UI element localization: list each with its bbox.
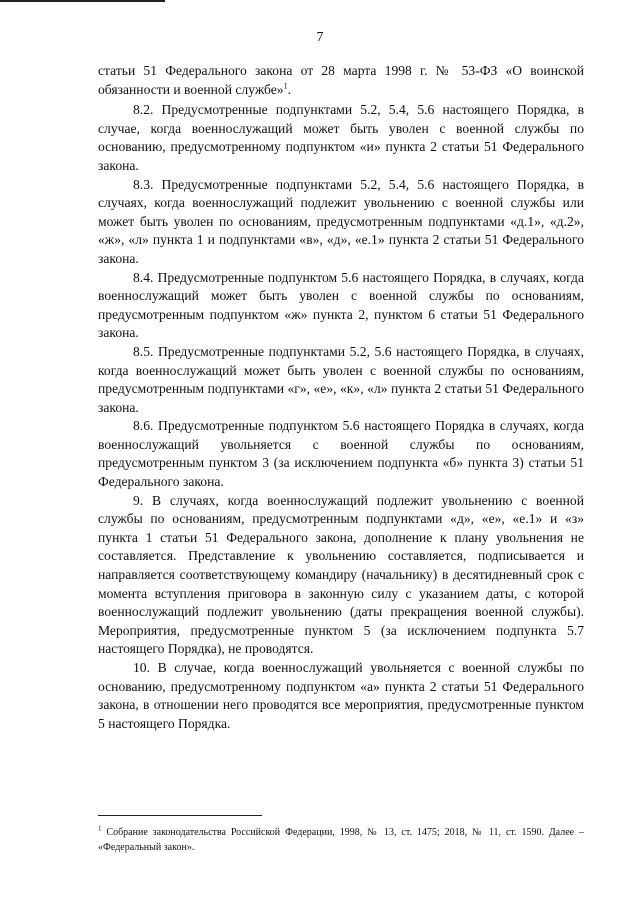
paragraph-8-3: 8.3. Предусмотренные подпунктами 5.2, 5.4, 5.6 настоящего Порядка, в случаях, когда военнослужащий подлежит увольнению с военной службы или может быть уволен по основаниям, предусмотренным подпунктами «д.1», «д.2», «ж», «л» пункта 1 и подпунктами «в», «д», «е.1» пункта 2 статьи 51 Федерального закона. bbox=[98, 176, 584, 266]
document-body bbox=[98, 62, 584, 733]
page-number: 7 bbox=[316, 30, 324, 45]
paragraph-text: статьи 51 Федерального закона от 28 марта 1998 г. № 53-ФЗ «О воинской обязанности и военной службе» bbox=[98, 63, 584, 97]
paragraph-10: 10. В случае, когда военнослужащий увольняется с военной службы по основанию, предусмотренному подпунктом «а» пункта 2 статьи 51 Федерального закона, в отношении него проводятся все мероприятия, предусмотренные пунктом 5 настоящего Порядка. bbox=[98, 660, 584, 731]
footnote-marker: 1 bbox=[98, 824, 102, 833]
footnote bbox=[98, 825, 584, 855]
top-edge-line bbox=[0, 0, 165, 2]
footnote-text: Собрание законодательства Российской Федерации, 1998, № 13, ст. 1475; 2018, № 11, ст. 1590. Далее – «Федеральный закон». bbox=[98, 827, 584, 853]
paragraph-8-6: 8.6. Предусмотренные подпунктом 5.6 настоящего Порядка в случаях, когда военнослужащий увольняется с военной службы по основаниям, предусмотренным пунктом 3 (за исключением подпункта «б» пункта 3) статьи 51 Федерального закона. bbox=[98, 418, 584, 490]
paragraph-continuation: статьи 51 Федерального закона от 28 марта 1998 г. № 53-ФЗ «О воинской обязанности и военной службе»$^1$. bbox=[98, 63, 584, 97]
paragraph-8-4: 8.4. Предусмотренные подпунктом 5.6 настоящего Порядка, в случаях, когда военнослужащий может быть уволен с военной службы по основаниям, предусмотренным подпунктом «ж» пункта 2, пунктом 6 статьи 51 Федерального закона. bbox=[98, 269, 584, 341]
paragraph-8-5: 8.5. Предусмотренные подпунктами 5.2, 5.6 настоящего Порядка, в случаях, когда военнослужащий может быть уволен с военной службы по основаниям, предусмотренным подпунктами «г», «е», «к», «л» пункта 2 статьи 51 Федерального закона. bbox=[98, 343, 584, 415]
paragraph-8-2: 8.2. Предусмотренные подпунктами 5.2, 5.4, 5.6 настоящего Порядка, в случае, когда военнослужащий может быть уволен с военной службы по основанию, предусмотренному подпунктом «и» пункта 2 статьи 51 Федерального закона. bbox=[98, 102, 584, 173]
paragraph-9: 9. В случаях, когда военнослужащий подлежит увольнению с военной службы по основаниям, предусмотренным подпунктами «д», «е», «е.1» и «з» пункта 1 статьи 51 Федерального закона, дополнение к плану увольнения не составляется. Представление к увольнению составляется, подписывается и направляется соответствующему командиру (начальнику) в десятидневный срок с момента вступления приговора в законную силу с указанием даты, с которой военнослужащий подлежит увольнению (даты прекращения военной службы). Мероприятия, предусмотренные пунктом 5 (за исключением подпункта 5.7 настоящего Порядка), не проводятся. bbox=[98, 492, 584, 657]
footnote-reference: 1 bbox=[283, 81, 288, 91]
footnote-divider bbox=[98, 815, 262, 816]
